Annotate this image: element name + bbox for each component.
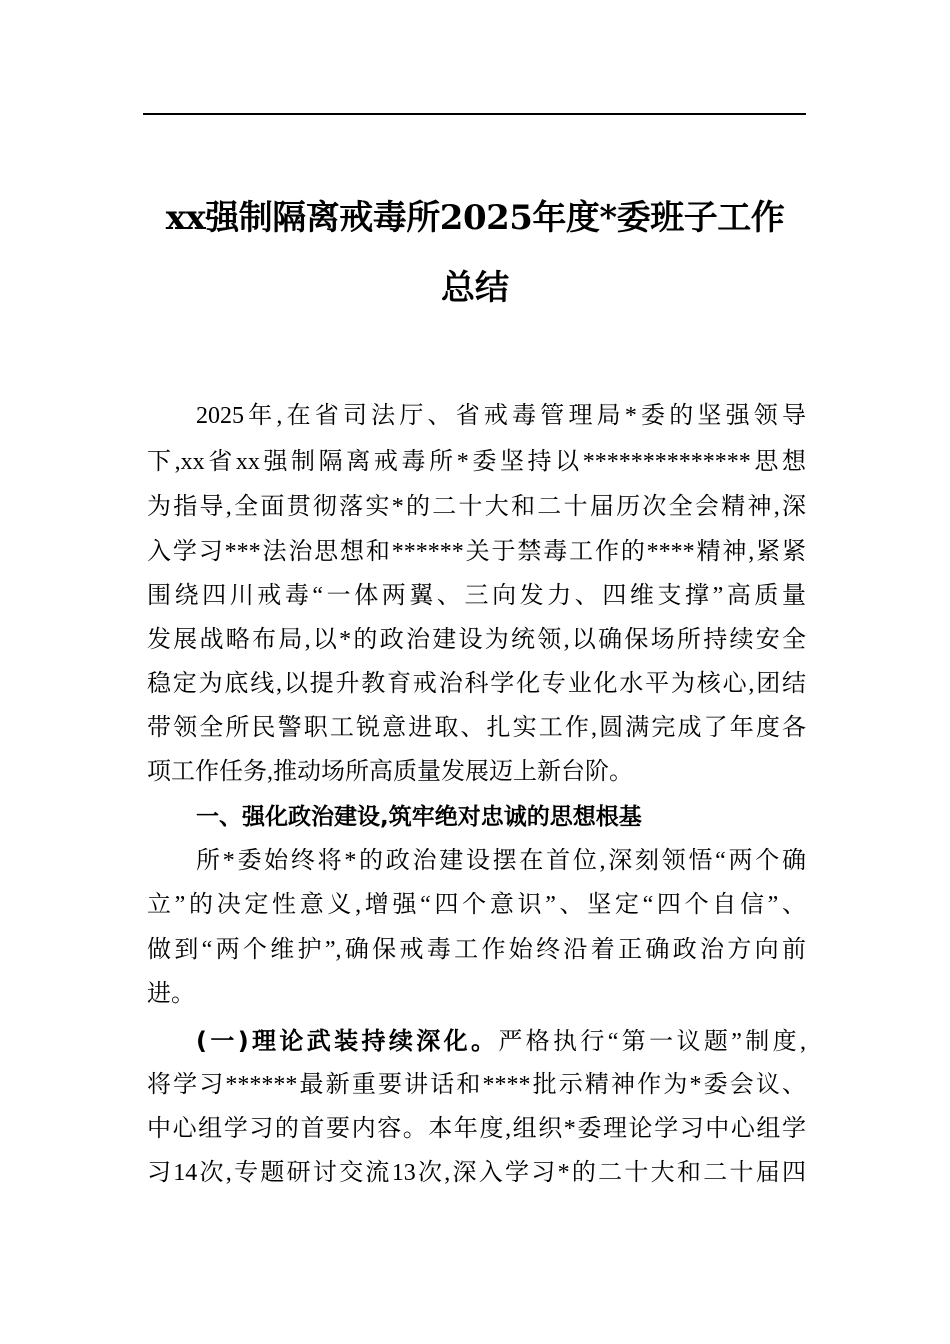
- paragraph-3-line-1-text: 严格执行“第一议题”制度,: [498, 1029, 806, 1055]
- document-title-line-1: xx强制隔离戒毒所2025年度*委班子工作: [165, 198, 785, 238]
- paragraph-1-line-6: 发展战略布局,以*的政治建设为统领,以确保场所持续安全: [147, 627, 806, 653]
- document-title-line-2: 总结: [441, 268, 509, 308]
- paragraph-3-line-3: 中心组学习的首要内容。本年度,组织*委理论学习中心组学: [147, 1116, 806, 1142]
- paragraph-1-line-5: 围绕四川戒毒“一体两翼、三向发力、四维支撑”高质量: [147, 583, 806, 609]
- subsection-label: (一)理论武装持续深化。: [196, 1027, 499, 1055]
- paragraph-1-line-2: 下,xx省xx强制隔离戒毒所*委坚持以**************思想: [147, 449, 806, 475]
- header-rule: [143, 113, 806, 115]
- paragraph-1-line-1: 2025年,在省司法厅、省戒毒管理局*委的坚强领导: [196, 403, 806, 429]
- paragraph-2-line-1: 所*委始终将*的政治建设摆在首位,深刻领悟“两个确: [196, 848, 806, 874]
- paragraph-1-line-7: 稳定为底线,以提升教育戒治科学化专业化水平为核心,团结: [147, 671, 806, 697]
- paragraph-1-line-3: 为指导,全面贯彻落实*的二十大和二十届历次全会精神,深: [147, 494, 806, 520]
- paragraph-2-line-4: 进。: [147, 981, 195, 1007]
- paragraph-2-line-2: 立”的决定性意义,增强“四个意识”、坚定“四个自信”、: [147, 892, 806, 918]
- paragraph-1-line-4: 入学习***法治思想和******关于禁毒工作的****精神,紧紧: [147, 539, 806, 565]
- paragraph-3-line-4: 习14次,专题研讨交流13次,深入学习*的二十大和二十届四: [147, 1160, 806, 1186]
- paragraph-3-line-2: 将学习******最新重要讲话和****批示精神作为*委会议、: [147, 1072, 806, 1098]
- section-heading-1: 一、强化政治建设,筑牢绝对忠诚的思想根基: [196, 804, 642, 830]
- paragraph-2-line-3: 做到“两个维护”,确保戒毒工作始终沿着正确政治方向前: [147, 937, 806, 963]
- paragraph-3-line-1: [196, 1021, 806, 1061]
- paragraph-1-line-9: 项工作任务,推动场所高质量发展迈上新台阶。: [147, 759, 633, 785]
- paragraph-1-line-8: 带领全所民警职工锐意进取、扎实工作,圆满完成了年度各: [147, 715, 806, 741]
